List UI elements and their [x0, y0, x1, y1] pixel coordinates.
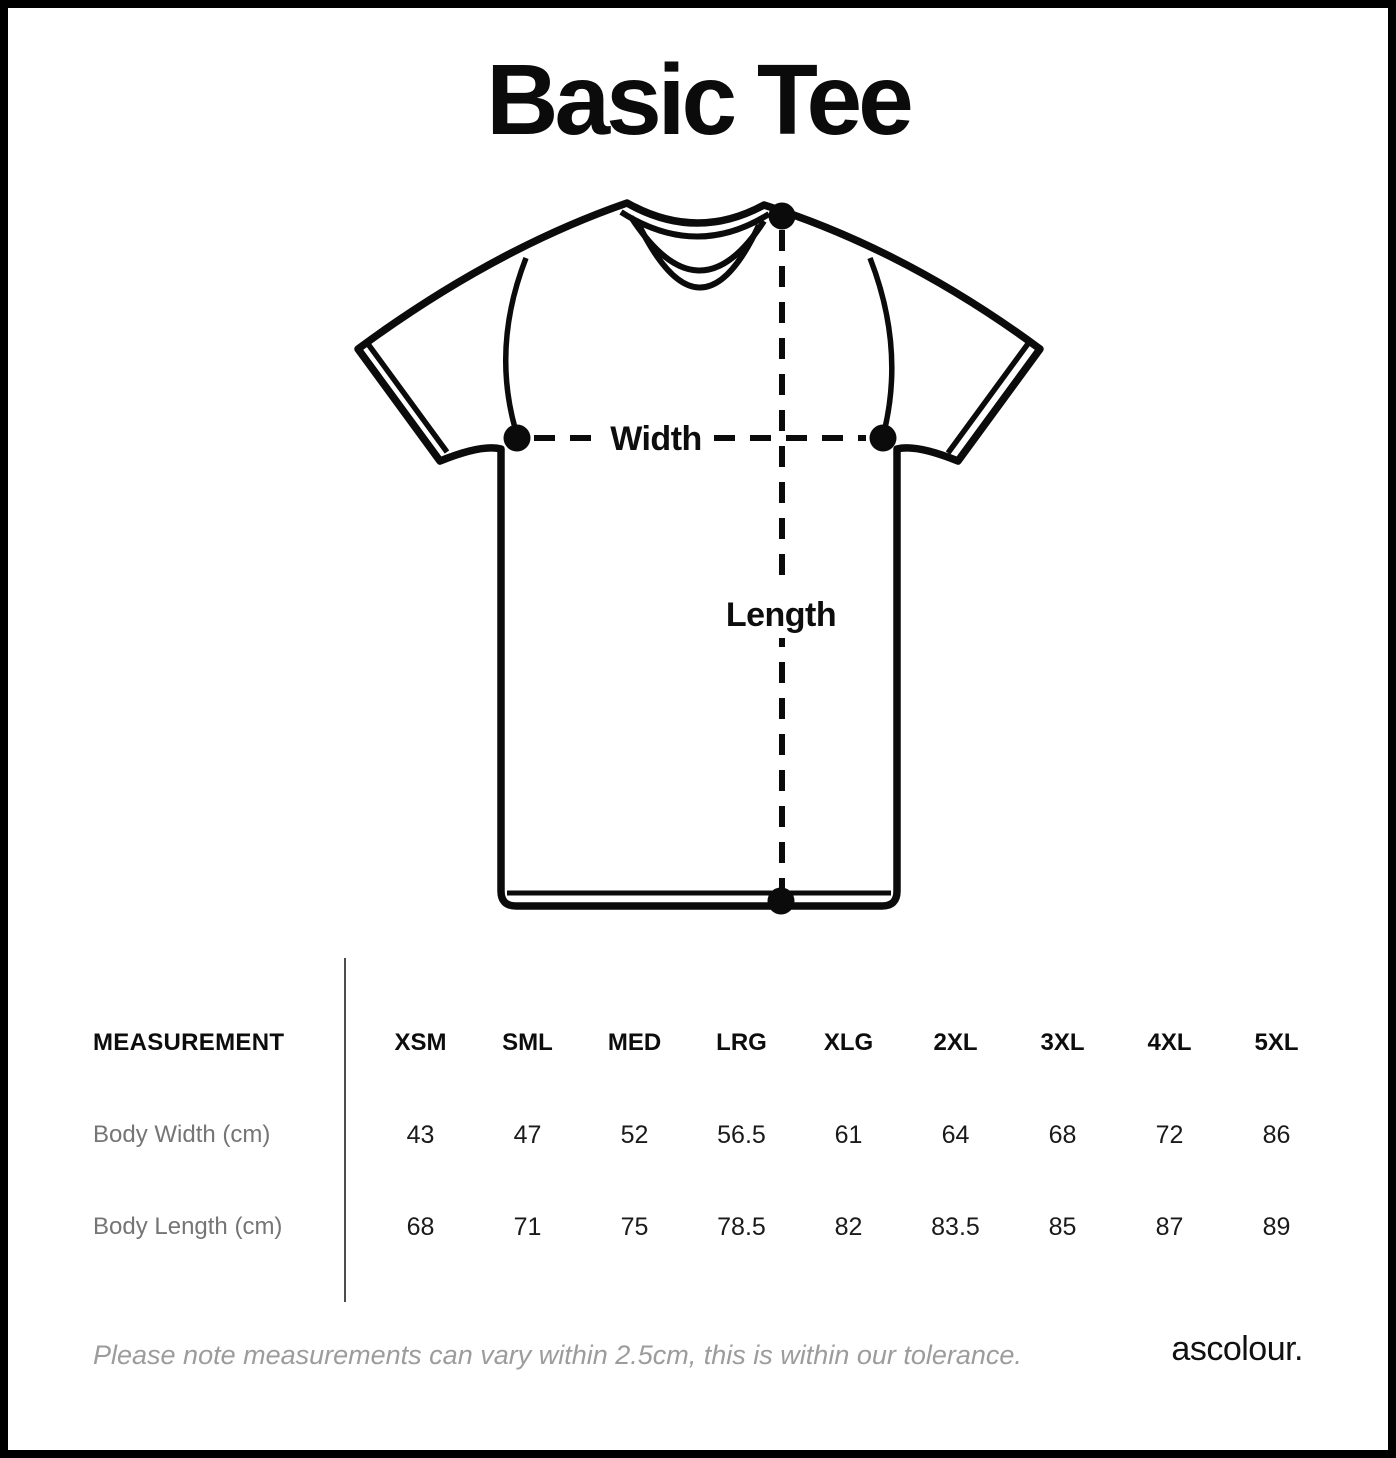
value-cell: 87: [1155, 1212, 1184, 1241]
size-header-cell: 2XL: [933, 1029, 978, 1056]
value-cell: 68: [1048, 1120, 1077, 1149]
width-label: Width: [610, 420, 702, 458]
value-cell: 89: [1262, 1212, 1291, 1241]
value-cell: 61: [834, 1120, 863, 1149]
value-cell: 85: [1048, 1212, 1077, 1241]
value-cell: 68: [406, 1212, 435, 1241]
size-header-cell: XLG: [823, 1029, 874, 1056]
left-armpit-dot: [504, 425, 531, 452]
value-cell: 56.5: [717, 1120, 766, 1149]
value-cell: 78.5: [717, 1212, 766, 1241]
tshirt-measurement-diagram: [330, 180, 1070, 940]
tolerance-note: Please note measurements can vary within 2.5cm, this is within our tolerance.: [93, 1340, 1022, 1370]
value-cell: 83.5: [931, 1212, 980, 1241]
page-title: Basic Tee: [486, 44, 910, 156]
size-header-cell: XSM: [394, 1029, 447, 1056]
size-header-cell: MED: [607, 1029, 662, 1056]
value-cell: 82: [834, 1212, 863, 1241]
row-label: Body Length (cm): [93, 1213, 283, 1240]
table-header-row: [93, 1025, 1330, 1061]
size-header-cell: 4XL: [1147, 1029, 1192, 1056]
size-header-cell: SML: [502, 1029, 553, 1056]
value-cell: 71: [513, 1212, 542, 1241]
size-header-cell: LRG: [716, 1029, 767, 1056]
body-length-row: [93, 1209, 1330, 1245]
brand-logo: ascolour.: [1171, 1330, 1303, 1368]
length-label: Length: [725, 596, 837, 634]
size-header-cell: 5XL: [1254, 1029, 1299, 1056]
shoulder-point-dot: [769, 203, 796, 230]
value-cell: 86: [1262, 1120, 1291, 1149]
value-cell: 64: [941, 1120, 970, 1149]
row-label: Body Width (cm): [93, 1121, 271, 1148]
body-width-row: [93, 1117, 1330, 1153]
right-armpit-dot: [870, 425, 897, 452]
value-cell: 47: [513, 1120, 542, 1149]
value-cell: 72: [1155, 1120, 1184, 1149]
size-header-cell: 3XL: [1040, 1029, 1085, 1056]
value-cell: 52: [620, 1120, 649, 1149]
measurement-header: MEASUREMENT: [93, 1029, 285, 1056]
hem-point-dot: [768, 888, 795, 915]
value-cell: 43: [406, 1120, 435, 1149]
value-cell: 75: [620, 1212, 649, 1241]
tshirt-outline: [358, 203, 1040, 906]
